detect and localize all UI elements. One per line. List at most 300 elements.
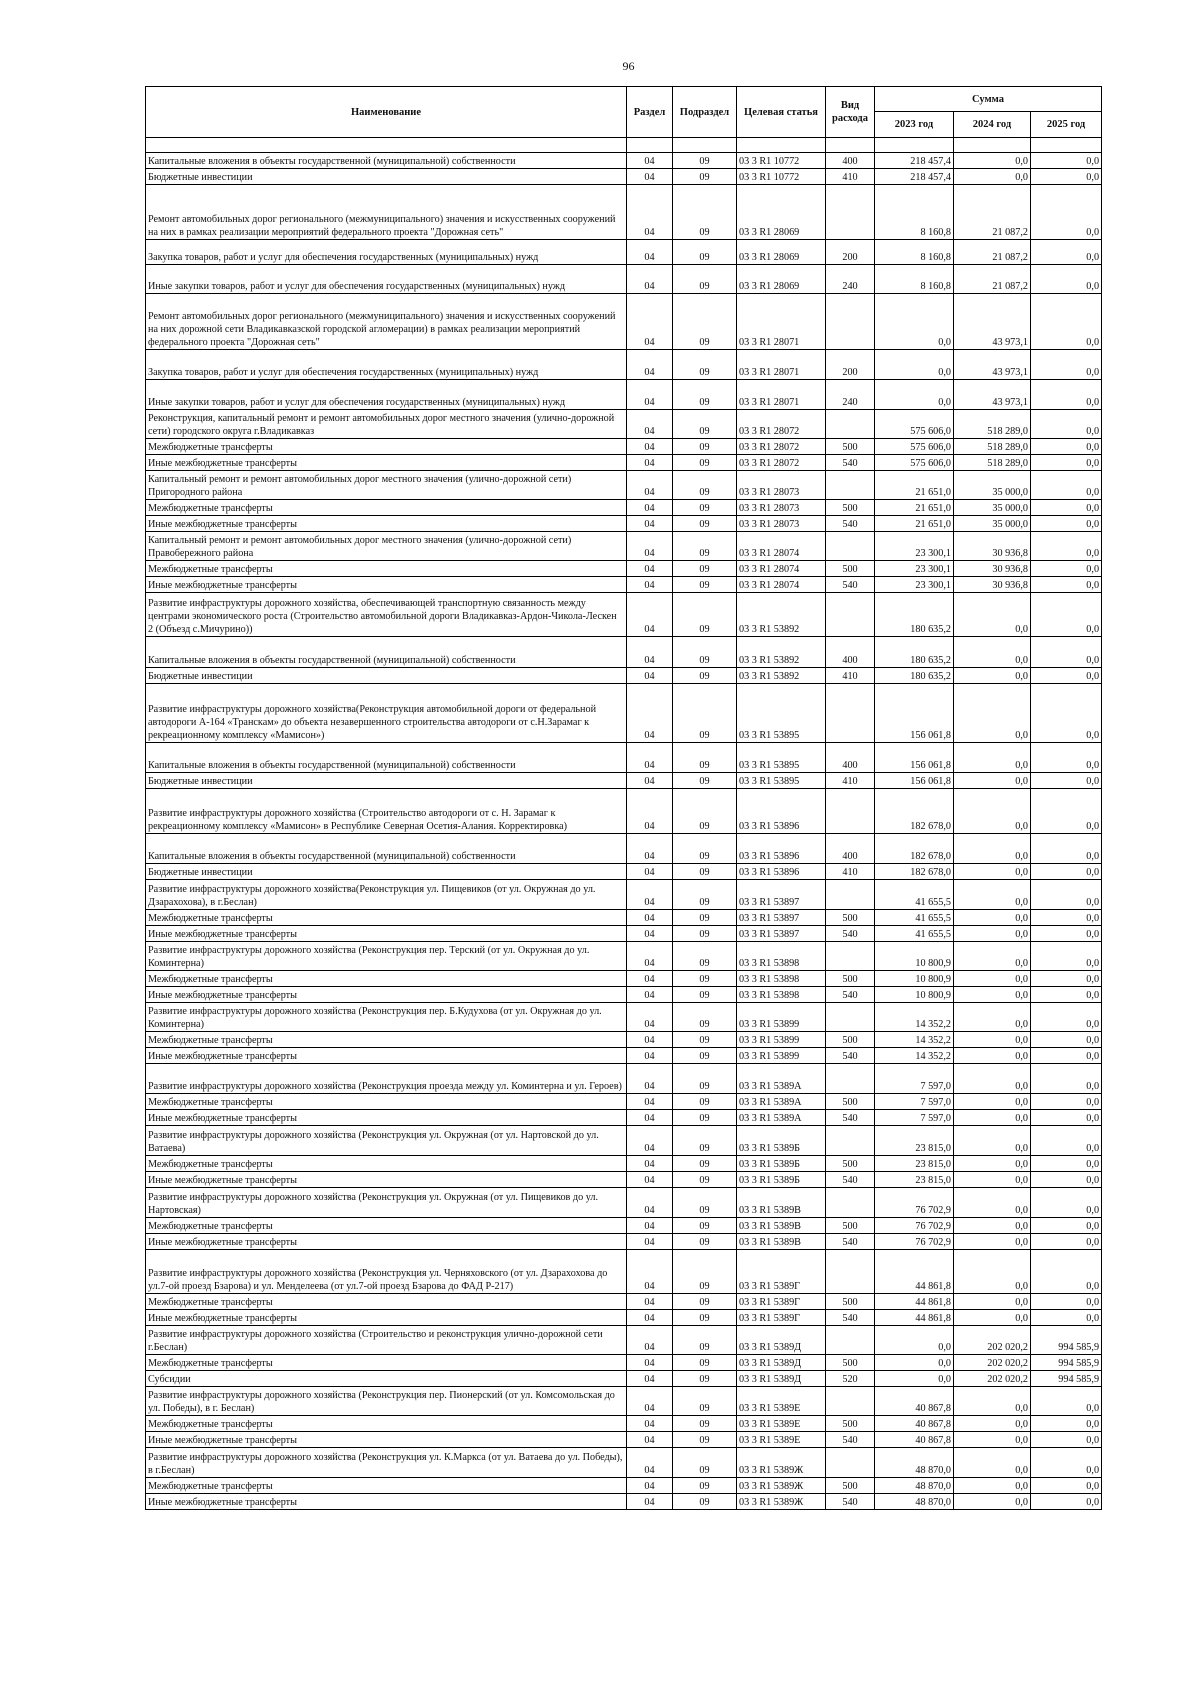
row-sum-2023: 8 160,8 — [875, 185, 954, 240]
row-target: 03 3 R1 53896 — [737, 789, 826, 834]
row-section: 04 — [627, 1355, 673, 1371]
row-section: 04 — [627, 1294, 673, 1310]
row-sum-2024: 0,0 — [954, 668, 1031, 684]
row-sum-2024: 35 000,0 — [954, 471, 1031, 500]
row-section: 04 — [627, 684, 673, 743]
row-sum-2024: 30 936,8 — [954, 577, 1031, 593]
row-name: Бюджетные инвестиции — [146, 773, 627, 789]
row-subsection: 09 — [673, 1234, 737, 1250]
row-sum-2024: 0,0 — [954, 1003, 1031, 1032]
row-sum-2025: 0,0 — [1031, 1032, 1102, 1048]
row-subsection: 09 — [673, 1126, 737, 1156]
row-sum-2025: 0,0 — [1031, 743, 1102, 773]
row-expense-type: 410 — [826, 668, 875, 684]
row-sum-2024: 0,0 — [954, 593, 1031, 637]
row-name: Иные межбюджетные трансферты — [146, 1234, 627, 1250]
row-section: 04 — [627, 532, 673, 561]
row-sum-2023: 44 861,8 — [875, 1294, 954, 1310]
row-sum-2025: 0,0 — [1031, 1110, 1102, 1126]
row-name: Межбюджетные трансферты — [146, 1355, 627, 1371]
row-sum-2023: 76 702,9 — [875, 1234, 954, 1250]
row-sum-2025: 0,0 — [1031, 455, 1102, 471]
row-sum-2023: 0,0 — [875, 1326, 954, 1355]
table-row — [146, 1094, 1102, 1110]
row-sum-2023: 21 651,0 — [875, 516, 954, 532]
row-sum-2023: 10 800,9 — [875, 942, 954, 971]
row-section: 04 — [627, 350, 673, 380]
row-subsection: 09 — [673, 1110, 737, 1126]
row-sum-2025: 994 585,9 — [1031, 1355, 1102, 1371]
table-row — [146, 971, 1102, 987]
row-target: 03 3 R1 5389Е — [737, 1432, 826, 1448]
row-subsection: 09 — [673, 1064, 737, 1094]
row-section: 04 — [627, 294, 673, 350]
row-section: 04 — [627, 1048, 673, 1064]
row-sum-2023: 48 870,0 — [875, 1494, 954, 1510]
row-sum-2024: 0,0 — [954, 1048, 1031, 1064]
row-name: Развитие инфраструктуры дорожного хозяйства (Реконструкция пер. Пионерский (от ул. Комсомольская до ул. Победы), в г. Беслан) — [146, 1387, 627, 1416]
row-target: 03 3 R1 53896 — [737, 834, 826, 864]
row-sum-2025: 994 585,9 — [1031, 1326, 1102, 1355]
row-sum-2023: 7 597,0 — [875, 1064, 954, 1094]
row-subsection: 09 — [673, 668, 737, 684]
row-sum-2025: 0,0 — [1031, 926, 1102, 942]
row-sum-2024: 0,0 — [954, 1294, 1031, 1310]
row-subsection: 09 — [673, 1416, 737, 1432]
row-sum-2024: 0,0 — [954, 910, 1031, 926]
row-target: 03 3 R1 53895 — [737, 773, 826, 789]
row-target: 03 3 R1 5389А — [737, 1064, 826, 1094]
row-expense-type: 540 — [826, 987, 875, 1003]
row-section: 04 — [627, 864, 673, 880]
row-section: 04 — [627, 910, 673, 926]
table-row — [146, 1110, 1102, 1126]
row-section: 04 — [627, 561, 673, 577]
row-sum-2023: 40 867,8 — [875, 1387, 954, 1416]
row-name: Бюджетные инвестиции — [146, 668, 627, 684]
row-sum-2025: 0,0 — [1031, 1048, 1102, 1064]
row-sum-2023: 41 655,5 — [875, 910, 954, 926]
row-section: 04 — [627, 471, 673, 500]
row-sum-2023: 40 867,8 — [875, 1416, 954, 1432]
table-row — [146, 926, 1102, 942]
row-subsection: 09 — [673, 593, 737, 637]
row-expense-type: 500 — [826, 439, 875, 455]
row-name: Иные межбюджетные трансферты — [146, 1432, 627, 1448]
row-expense-type: 240 — [826, 380, 875, 410]
table-row — [146, 1188, 1102, 1218]
header-year-2024: 2024 год — [954, 112, 1031, 138]
row-subsection: 09 — [673, 1003, 737, 1032]
table-row — [146, 153, 1102, 169]
row-sum-2023: 23 300,1 — [875, 532, 954, 561]
row-sum-2025: 0,0 — [1031, 185, 1102, 240]
row-expense-type: 540 — [826, 1234, 875, 1250]
row-sum-2025: 0,0 — [1031, 684, 1102, 743]
row-name: Развитие инфраструктуры дорожного хозяйства, обеспечивающей транспортную связанность между центрами экономического роста (Строительство автомобильной дороги Владикавказ-Ардон-Чикола-Лескен 2 (Объезд с.Мичурино)) — [146, 593, 627, 637]
row-target: 03 3 R1 53895 — [737, 684, 826, 743]
row-subsection: 09 — [673, 1048, 737, 1064]
row-sum-2023: 14 352,2 — [875, 1032, 954, 1048]
row-target: 03 3 R1 28073 — [737, 471, 826, 500]
table-row — [146, 668, 1102, 684]
row-sum-2025: 0,0 — [1031, 971, 1102, 987]
row-sum-2023: 180 635,2 — [875, 637, 954, 668]
table-row — [146, 1371, 1102, 1387]
row-expense-type — [826, 789, 875, 834]
row-expense-type — [826, 593, 875, 637]
row-subsection: 09 — [673, 1371, 737, 1387]
row-expense-type: 500 — [826, 910, 875, 926]
row-sum-2023: 14 352,2 — [875, 1003, 954, 1032]
row-subsection: 09 — [673, 561, 737, 577]
row-target: 03 3 R1 53892 — [737, 668, 826, 684]
row-sum-2025: 0,0 — [1031, 1126, 1102, 1156]
row-target: 03 3 R1 28074 — [737, 532, 826, 561]
table-row — [146, 380, 1102, 410]
row-sum-2024: 0,0 — [954, 773, 1031, 789]
row-target: 03 3 R1 5389Б — [737, 1126, 826, 1156]
row-target: 03 3 R1 53898 — [737, 942, 826, 971]
row-sum-2024: 0,0 — [954, 1032, 1031, 1048]
row-sum-2025: 0,0 — [1031, 1294, 1102, 1310]
row-sum-2023: 0,0 — [875, 350, 954, 380]
row-expense-type: 540 — [826, 1048, 875, 1064]
row-expense-type — [826, 185, 875, 240]
table-row — [146, 265, 1102, 294]
row-sum-2023: 180 635,2 — [875, 593, 954, 637]
row-expense-type: 500 — [826, 500, 875, 516]
table-row — [146, 743, 1102, 773]
row-sum-2024: 0,0 — [954, 1110, 1031, 1126]
row-sum-2024: 0,0 — [954, 1064, 1031, 1094]
row-subsection: 09 — [673, 240, 737, 265]
row-section: 04 — [627, 1156, 673, 1172]
row-sum-2023: 180 635,2 — [875, 668, 954, 684]
row-name: Реконструкция, капитальный ремонт и ремонт автомобильных дорог местного значения (улично-дорожной сети) городского округа г.Владикавказ — [146, 410, 627, 439]
row-section: 04 — [627, 153, 673, 169]
row-subsection: 09 — [673, 926, 737, 942]
row-subsection: 09 — [673, 1478, 737, 1494]
row-expense-type — [826, 1250, 875, 1294]
row-sum-2024: 518 289,0 — [954, 439, 1031, 455]
row-section: 04 — [627, 1494, 673, 1510]
table-row — [146, 1432, 1102, 1448]
row-subsection: 09 — [673, 516, 737, 532]
row-expense-type: 400 — [826, 153, 875, 169]
row-sum-2023: 156 061,8 — [875, 773, 954, 789]
row-target: 03 3 R1 53892 — [737, 637, 826, 668]
row-expense-type: 540 — [826, 1310, 875, 1326]
row-name: Межбюджетные трансферты — [146, 1094, 627, 1110]
row-subsection: 09 — [673, 169, 737, 185]
table-row — [146, 1294, 1102, 1310]
row-subsection: 09 — [673, 971, 737, 987]
row-sum-2024: 0,0 — [954, 864, 1031, 880]
row-name: Иные межбюджетные трансферты — [146, 1048, 627, 1064]
table-row — [146, 1416, 1102, 1432]
row-subsection: 09 — [673, 1156, 737, 1172]
row-sum-2023: 23 815,0 — [875, 1172, 954, 1188]
row-sum-2025: 0,0 — [1031, 1494, 1102, 1510]
row-sum-2024: 43 973,1 — [954, 350, 1031, 380]
row-section: 04 — [627, 1448, 673, 1478]
row-name: Капитальный ремонт и ремонт автомобильных дорог местного значения (улично-дорожной сети) Пригородного района — [146, 471, 627, 500]
row-sum-2023: 8 160,8 — [875, 265, 954, 294]
table-row — [146, 577, 1102, 593]
row-target: 03 3 R1 53899 — [737, 1032, 826, 1048]
row-sum-2025: 0,0 — [1031, 410, 1102, 439]
row-subsection: 09 — [673, 532, 737, 561]
row-name: Иные межбюджетные трансферты — [146, 987, 627, 1003]
row-sum-2025: 0,0 — [1031, 350, 1102, 380]
row-section: 04 — [627, 1387, 673, 1416]
row-section: 04 — [627, 169, 673, 185]
row-sum-2024: 35 000,0 — [954, 516, 1031, 532]
table-row — [146, 1032, 1102, 1048]
row-name: Развитие инфраструктуры дорожного хозяйства(Реконструкция ул. Пищевиков (от ул. Окружная до ул. Дзарахохова), в г.Беслан) — [146, 880, 627, 910]
row-target: 03 3 R1 5389Д — [737, 1371, 826, 1387]
table-row — [146, 864, 1102, 880]
row-sum-2025: 0,0 — [1031, 439, 1102, 455]
row-subsection: 09 — [673, 1188, 737, 1218]
row-subsection: 09 — [673, 637, 737, 668]
row-name: Межбюджетные трансферты — [146, 1218, 627, 1234]
row-subsection: 09 — [673, 1448, 737, 1478]
row-expense-type — [826, 1126, 875, 1156]
row-sum-2025: 0,0 — [1031, 773, 1102, 789]
row-sum-2025: 0,0 — [1031, 864, 1102, 880]
table-row — [146, 1494, 1102, 1510]
row-target: 03 3 R1 5389Г — [737, 1250, 826, 1294]
row-subsection: 09 — [673, 743, 737, 773]
row-sum-2025: 0,0 — [1031, 516, 1102, 532]
row-sum-2025: 0,0 — [1031, 240, 1102, 265]
row-subsection: 09 — [673, 834, 737, 864]
table-row — [146, 294, 1102, 350]
header-sum: Сумма — [875, 87, 1102, 112]
row-subsection: 09 — [673, 439, 737, 455]
row-sum-2025: 0,0 — [1031, 169, 1102, 185]
row-section: 04 — [627, 971, 673, 987]
row-sum-2023: 48 870,0 — [875, 1478, 954, 1494]
row-sum-2024: 0,0 — [954, 1172, 1031, 1188]
row-section: 04 — [627, 593, 673, 637]
row-subsection: 09 — [673, 864, 737, 880]
row-section: 04 — [627, 1478, 673, 1494]
table-row — [146, 987, 1102, 1003]
row-expense-type: 500 — [826, 1355, 875, 1371]
row-sum-2024: 0,0 — [954, 834, 1031, 864]
header-year-2025: 2025 год — [1031, 112, 1102, 138]
table-row — [146, 1064, 1102, 1094]
row-section: 04 — [627, 1250, 673, 1294]
table-row — [146, 532, 1102, 561]
row-expense-type — [826, 1387, 875, 1416]
table-row — [146, 169, 1102, 185]
row-sum-2024: 0,0 — [954, 789, 1031, 834]
table-body — [146, 138, 1102, 1510]
table-row — [146, 910, 1102, 926]
row-section: 04 — [627, 439, 673, 455]
row-sum-2025: 0,0 — [1031, 668, 1102, 684]
row-sum-2025: 0,0 — [1031, 834, 1102, 864]
row-section: 04 — [627, 577, 673, 593]
spacer-row — [146, 138, 1102, 153]
row-sum-2025: 0,0 — [1031, 1310, 1102, 1326]
table-row — [146, 1234, 1102, 1250]
row-sum-2025: 0,0 — [1031, 265, 1102, 294]
row-target: 03 3 R1 53895 — [737, 743, 826, 773]
row-sum-2025: 0,0 — [1031, 471, 1102, 500]
row-expense-type: 500 — [826, 1156, 875, 1172]
header-name: Наименование — [146, 87, 627, 138]
row-sum-2024: 0,0 — [954, 684, 1031, 743]
table-row — [146, 1355, 1102, 1371]
row-name: Межбюджетные трансферты — [146, 910, 627, 926]
row-sum-2023: 218 457,4 — [875, 153, 954, 169]
table-row — [146, 500, 1102, 516]
row-section: 04 — [627, 942, 673, 971]
row-target: 03 3 R1 28072 — [737, 439, 826, 455]
row-name: Бюджетные инвестиции — [146, 864, 627, 880]
row-target: 03 3 R1 53897 — [737, 926, 826, 942]
row-sum-2024: 202 020,2 — [954, 1326, 1031, 1355]
row-target: 03 3 R1 5389А — [737, 1110, 826, 1126]
row-sum-2025: 0,0 — [1031, 1432, 1102, 1448]
row-subsection: 09 — [673, 987, 737, 1003]
table-row — [146, 593, 1102, 637]
row-sum-2024: 0,0 — [954, 1094, 1031, 1110]
row-sum-2024: 0,0 — [954, 987, 1031, 1003]
row-sum-2024: 202 020,2 — [954, 1355, 1031, 1371]
row-sum-2024: 0,0 — [954, 1218, 1031, 1234]
row-expense-type: 500 — [826, 1218, 875, 1234]
row-sum-2023: 48 870,0 — [875, 1448, 954, 1478]
row-subsection: 09 — [673, 1387, 737, 1416]
row-subsection: 09 — [673, 1218, 737, 1234]
row-name: Развитие инфраструктуры дорожного хозяйства (Реконструкция пер. Б.Кудухова (от ул. Окружная до ул. Коминтерна) — [146, 1003, 627, 1032]
row-sum-2024: 0,0 — [954, 1416, 1031, 1432]
row-name: Иные закупки товаров, работ и услуг для обеспечения государственных (муниципальных) нужд — [146, 380, 627, 410]
row-subsection: 09 — [673, 577, 737, 593]
row-expense-type — [826, 410, 875, 439]
row-sum-2024: 21 087,2 — [954, 265, 1031, 294]
row-target: 03 3 R1 5389Д — [737, 1355, 826, 1371]
table-row — [146, 1250, 1102, 1294]
header-section: Раздел — [627, 87, 673, 138]
header-target: Целевая статья — [737, 87, 826, 138]
row-sum-2025: 0,0 — [1031, 294, 1102, 350]
row-name: Капитальные вложения в объекты государственной (муниципальной) собственности — [146, 637, 627, 668]
row-target: 03 3 R1 5389Ж — [737, 1448, 826, 1478]
row-sum-2025: 0,0 — [1031, 1172, 1102, 1188]
row-sum-2025: 0,0 — [1031, 1416, 1102, 1432]
row-sum-2024: 0,0 — [954, 169, 1031, 185]
row-sum-2024: 0,0 — [954, 1250, 1031, 1294]
row-name: Иные межбюджетные трансферты — [146, 577, 627, 593]
row-sum-2024: 0,0 — [954, 926, 1031, 942]
row-expense-type: 410 — [826, 864, 875, 880]
row-name: Иные закупки товаров, работ и услуг для обеспечения государственных (муниципальных) нужд — [146, 265, 627, 294]
row-subsection: 09 — [673, 185, 737, 240]
table-row — [146, 1218, 1102, 1234]
row-name: Межбюджетные трансферты — [146, 1478, 627, 1494]
row-target: 03 3 R1 53898 — [737, 987, 826, 1003]
row-expense-type: 400 — [826, 834, 875, 864]
row-expense-type: 540 — [826, 1110, 875, 1126]
row-subsection: 09 — [673, 789, 737, 834]
row-target: 03 3 R1 5389Д — [737, 1326, 826, 1355]
table-row — [146, 1003, 1102, 1032]
row-sum-2025: 994 585,9 — [1031, 1371, 1102, 1387]
row-expense-type — [826, 294, 875, 350]
row-sum-2023: 156 061,8 — [875, 684, 954, 743]
row-sum-2024: 0,0 — [954, 1494, 1031, 1510]
row-name: Капитальные вложения в объекты государственной (муниципальной) собственности — [146, 834, 627, 864]
row-sum-2025: 0,0 — [1031, 1250, 1102, 1294]
row-section: 04 — [627, 926, 673, 942]
row-sum-2025: 0,0 — [1031, 987, 1102, 1003]
row-sum-2023: 0,0 — [875, 380, 954, 410]
row-expense-type: 540 — [826, 1432, 875, 1448]
row-sum-2025: 0,0 — [1031, 1218, 1102, 1234]
row-section: 04 — [627, 1032, 673, 1048]
row-name: Иные межбюджетные трансферты — [146, 455, 627, 471]
row-name: Развитие инфраструктуры дорожного хозяйства (Строительство автодороги от с. Н. Зарамаг к рекреационному комплексу «Мамисон» в Республике Северная Осетия-Алания. Корректировка) — [146, 789, 627, 834]
row-section: 04 — [627, 500, 673, 516]
table-row — [146, 240, 1102, 265]
row-subsection: 09 — [673, 942, 737, 971]
row-sum-2023: 10 800,9 — [875, 971, 954, 987]
row-sum-2025: 0,0 — [1031, 1478, 1102, 1494]
row-sum-2024: 0,0 — [954, 1387, 1031, 1416]
table-row — [146, 1448, 1102, 1478]
row-sum-2023: 23 300,1 — [875, 561, 954, 577]
row-expense-type: 500 — [826, 1294, 875, 1310]
row-section: 04 — [627, 1371, 673, 1387]
row-name: Закупка товаров, работ и услуг для обеспечения государственных (муниципальных) нужд — [146, 240, 627, 265]
row-target: 03 3 R1 28069 — [737, 240, 826, 265]
row-target: 03 3 R1 28071 — [737, 350, 826, 380]
row-section: 04 — [627, 987, 673, 1003]
row-expense-type — [826, 1188, 875, 1218]
row-subsection: 09 — [673, 1326, 737, 1355]
row-target: 03 3 R1 53898 — [737, 971, 826, 987]
row-sum-2025: 0,0 — [1031, 1003, 1102, 1032]
row-sum-2023: 182 678,0 — [875, 864, 954, 880]
row-sum-2023: 41 655,5 — [875, 926, 954, 942]
row-expense-type: 540 — [826, 926, 875, 942]
row-sum-2024: 0,0 — [954, 1310, 1031, 1326]
row-name: Капитальный ремонт и ремонт автомобильных дорог местного значения (улично-дорожной сети) Правобережного района — [146, 532, 627, 561]
row-name: Развитие инфраструктуры дорожного хозяйства(Реконструкция автомобильной дороги от федеральной автодороги А-164 «Транскам» до объекта незавершенного строительства автодороги от с.Н.Зарамаг к рекреационному комплексу «Мамисон») — [146, 684, 627, 743]
row-subsection: 09 — [673, 773, 737, 789]
row-target: 03 3 R1 5389Г — [737, 1310, 826, 1326]
row-expense-type — [826, 1003, 875, 1032]
header-expense-type: Вид расхода — [826, 87, 875, 138]
table-row — [146, 185, 1102, 240]
row-sum-2025: 0,0 — [1031, 1234, 1102, 1250]
row-sum-2024: 30 936,8 — [954, 561, 1031, 577]
row-subsection: 09 — [673, 380, 737, 410]
row-subsection: 09 — [673, 153, 737, 169]
row-sum-2023: 182 678,0 — [875, 834, 954, 864]
row-target: 03 3 R1 5389Е — [737, 1416, 826, 1432]
row-expense-type: 400 — [826, 743, 875, 773]
table-row — [146, 471, 1102, 500]
row-expense-type: 500 — [826, 1094, 875, 1110]
